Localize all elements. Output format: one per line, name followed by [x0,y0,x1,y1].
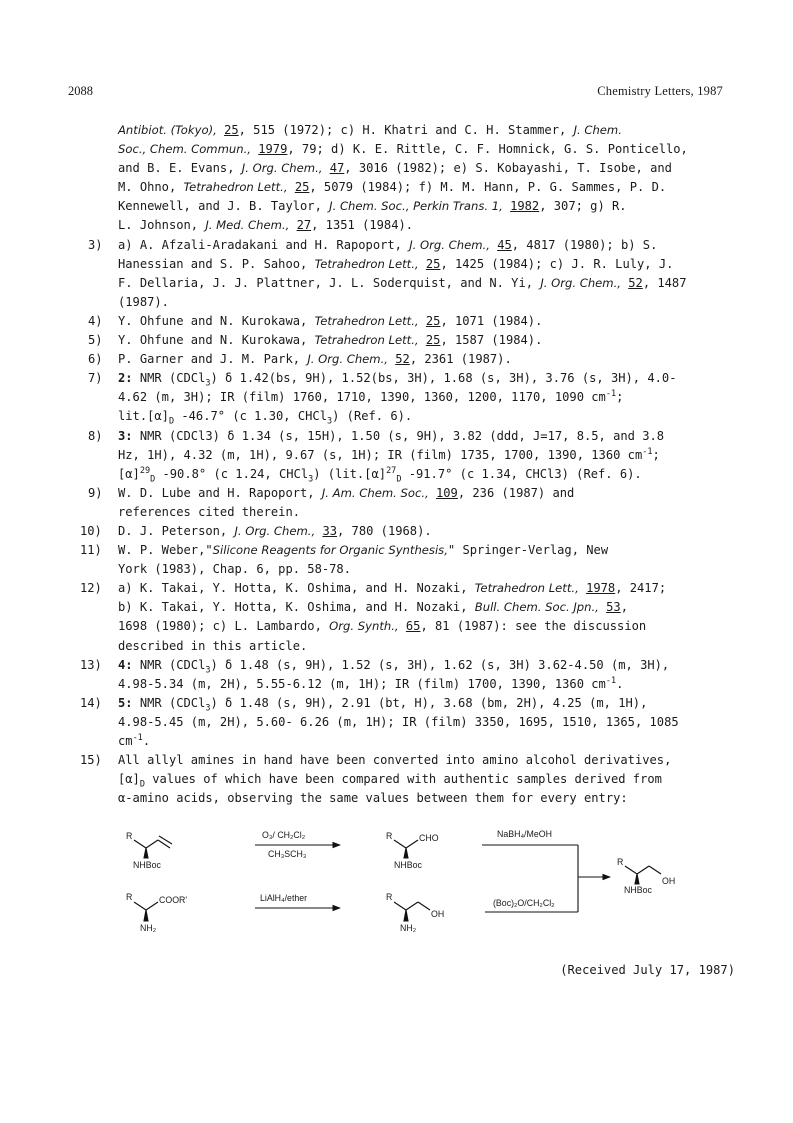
hydroxyl-label: OH [431,909,445,919]
ref-line: 4.98-5.34 (m, 2H), 5.55-6.12 (m, 1H); IR (film) 1700, 1390, 1360 $cm^{-1}$. [118,675,624,691]
wedge-bond [404,848,408,858]
ref-line: Hz, 1H), 4.32 (m, 1H), 9.67 (s, 1H); IR (film) 1735, 1700, 1390, 1360 $cm^{-1}$; [118,446,660,462]
reference-number: 3) [88,237,103,252]
bond [649,866,661,874]
reference-number: 8) [88,428,103,443]
wedge-bond [404,910,408,921]
bond [146,840,158,848]
ref-line: P. Garner and J. M. Park, J. Org. Chem., 52, 2361 (1987). [118,352,512,367]
bond [637,866,649,874]
compound-number: 5: [118,695,133,710]
aldehyde-label: CHO [419,833,439,843]
r-group-label: R [386,831,393,841]
wedge-bond [144,848,148,858]
ref-line: a) A. Afzali-Aradakani and H. Rapoport, J. Org. Chem., 45, 4817 (1980); b) S. [118,237,658,252]
bond [625,866,637,874]
ref-line: 4.98-5.45 (m, 2H), 5.60- 6.26 (m, 1H); IR (film) 3350, 1695, 1510, 1365, 1085 [118,714,679,729]
ref-line: $[\alpha]^{29}_D$ -90.8° (c 1.24, CHCl$_3$) ($lit.[\alpha]^{27}_D$ -91.7° (c 1.34, CHCl3) (Ref. 6). [118,465,642,485]
bond [418,902,430,910]
page-number: 2088 [68,84,93,98]
reference-13 [70,656,750,694]
bond [394,902,406,910]
reference-number: 14) [80,695,102,710]
ref-line: $[\alpha]_D$ values of which have been compared with authentic samples derived from [118,772,662,790]
bond [146,902,158,910]
nhboc-label: NHBoc [624,885,652,895]
ref-line: Soc., Chem. Commun., 1979, 79; d) K. E. Rittle, C. F. Homnick, G. S. Ponticello, [118,142,688,157]
ref-line: $lit.[\alpha]_D$ -46.7° (c 1.30, CHCl$_3$) (Ref. 6). [118,409,413,427]
compound-number: 2: [118,371,133,386]
ref-line: W. P. Weber,"Silicone Reagents for Organic Synthesis," Springer-Verlag, New [118,543,609,558]
reagent-label: LiAlH₄/ether [260,893,308,903]
ref-line: 4.62 (m, 3H); IR (film) 1760, 1710, 1390, 1360, 1200, 1170, 1090 $cm^{-1}$; [118,389,624,405]
reference-5 [70,331,750,350]
reaction-scheme [100,820,740,940]
reference-number: 10) [80,523,102,538]
reference-number: 6) [88,352,103,367]
r-group-label: R [617,857,624,867]
ref-line: 1698 (1980); c) L. Lambardo, Org. Synth., 65, 81 (1987): see the discussion [118,619,647,634]
reference-3 [70,236,750,312]
ref-line: Hanessian and S. P. Sahoo, Tetrahedron Lett., 25, 1425 (1984); c) J. R. Luly, J. [118,256,674,271]
reference-8 [70,427,750,484]
references-list [70,121,750,808]
ref-line: 3: NMR (CDCl3) δ 1.34 (s, 15H), 1.50 (s, 9H), 3.82 (ddd, J=17, 8.5, and 3.8 [118,428,665,443]
wedge-bond [144,910,148,921]
reference-number: 5) [88,333,103,348]
ref-line: references cited therein. [118,504,301,519]
ref-line: b) K. Takai, Y. Hotta, K. Oshima, and H. Nozaki, Bull. Chem. Soc. Jpn., 53, [118,600,628,615]
ref-line: a) K. Takai, Y. Hotta, K. Oshima, and H. Nozaki, Tetrahedron Lett., 1978, 2417; [118,581,667,596]
reagent-label: (Boc)₂O/CH₂Cl₂ [493,898,555,908]
reference-number: 15) [80,753,102,768]
reference-number: 7) [88,371,103,386]
ref-line: described in this article. [118,638,308,653]
compound-number: 3: [118,428,133,443]
ref-line: Antibiot. (Tokyo), 25, 515 (1972); c) H. Khatri and C. H. Stammer, J. Chem. [118,123,622,137]
reference-12 [70,579,750,655]
ref-line: $cm^{-1}$. [118,732,151,748]
reference-4 [70,312,750,331]
ref-line: 2: NMR (CDCl$_3$) δ 1.42(bs, 9H), 1.52(bs, 3H), 1.68 (s, 3H), 3.76 (s, 3H), 4.0- [118,371,677,389]
hydroxyl-label: OH [662,876,676,886]
ref-line: All allyl amines in hand have been converted into amino alcohol derivatives, [118,753,672,768]
ref-line: M. Ohno, Tetrahedron Lett., 25, 5079 (1984); f) M. M. Hann, P. G. Sammes, P. D. [118,180,667,195]
r-group-label: R [126,831,133,841]
compound-number: 4: [118,657,133,672]
ref-line: 5: NMR (CDCl$_3$) δ 1.48 (s, 9H), 2.91 (bt, H), 3.68 (bm, 2H), 4.25 (m, 1H), [118,695,648,714]
r-group-label: R [126,892,133,902]
reagent-label: CH₃SCH₃ [268,849,307,859]
reference-15 [70,751,750,808]
ref-line: D. J. Peterson, J. Org. Chem., 33, 780 (1968). [118,523,432,538]
bond [406,902,418,910]
bond [406,840,418,848]
reagent-label: O₃/ CH₂Cl₂ [262,830,306,840]
double-bond [159,836,172,844]
amine-label: NH₂ [140,923,157,933]
reference-number: 9) [88,485,103,500]
ester-label: COOR' [159,895,188,905]
reference-2-continued [70,121,750,236]
reference-number: 4) [88,313,103,328]
ref-line: W. D. Lube and H. Rapoport, J. Am. Chem. Soc., 109, 236 (1987) and [118,485,575,500]
reference-11 [70,541,750,579]
wedge-bond [635,874,639,884]
amine-label: NH₂ [400,923,417,933]
reagent-label: NaBH₄/MeOH [497,829,552,839]
reference-number: 12) [80,581,102,596]
bond [134,902,146,910]
reference-number: 13) [80,657,102,672]
reference-9 [70,484,750,522]
bond [394,840,406,848]
ref-line: York (1983), Chap. 6, pp. 58-78. [118,562,351,577]
bond [134,840,146,848]
reference-7 [70,369,750,426]
ref-line: (1987). [118,294,169,309]
running-head [68,84,723,100]
ref-line: Y. Ohfune and N. Kurokawa, Tetrahedron Lett., 25, 1071 (1984). [118,313,543,328]
ref-line: Kennewell, and J. B. Taylor, J. Chem. Soc., Perkin Trans. 1, 1982, 307; g) R. [118,199,627,214]
nhboc-label: NHBoc [394,860,422,870]
ref-line: α-amino acids, observing the same values between them for every entry: [118,791,628,806]
ref-line: Y. Ohfune and N. Kurokawa, Tetrahedron Lett., 25, 1587 (1984). [118,333,543,348]
received-date: (Received July 17, 1987) [560,963,735,977]
reference-6 [70,350,750,369]
nhboc-label: NHBoc [133,860,161,870]
reference-10 [70,522,750,541]
journal-title: Chemistry Letters, 1987 [597,84,723,98]
reference-14 [70,694,750,751]
ref-line: L. Johnson, J. Med. Chem., 27, 1351 (1984). [118,218,414,233]
ref-line: 4: NMR (CDCl$_3$) δ 1.48 (s, 9H), 1.52 (s, 3H), 1.62 (s, 3H) 3.62-4.50 (m, 3H), [118,657,670,676]
reference-number: 11) [80,543,102,558]
ref-line: F. Dellaria, J. J. Plattner, J. L. Soderquist, and N. Yi, J. Org. Chem., 52, 1487 [118,275,687,290]
ref-line: and B. E. Evans, J. Org. Chem., 47, 3016 (1982); e) S. Kobayashi, T. Isobe, and [118,161,672,176]
r-group-label: R [386,892,393,902]
